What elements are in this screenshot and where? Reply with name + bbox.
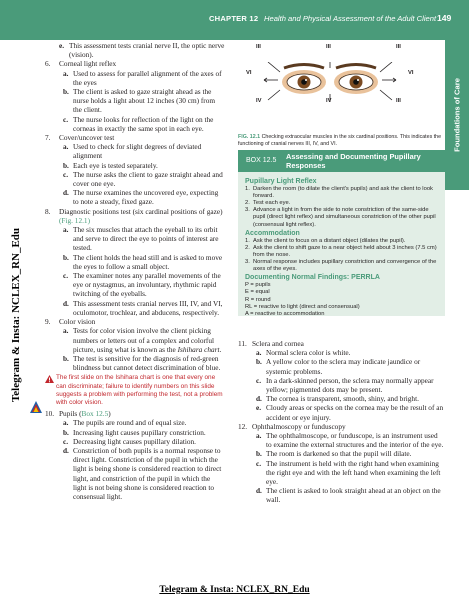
list-item bbox=[256, 357, 444, 375]
box-body bbox=[245, 177, 441, 318]
nerve-label: III bbox=[396, 98, 401, 104]
item-number: 11. bbox=[238, 339, 247, 348]
list-item bbox=[63, 446, 225, 501]
item-title: Cover/uncover test bbox=[59, 133, 115, 143]
item-letter: c. bbox=[63, 114, 69, 124]
item-text: The ophthalmoscope, or funduscope, is an instrument used to examine the external structures and the interior of the eye. bbox=[266, 431, 444, 450]
chapter-title: Health and Physical Assessment of the Adult Client bbox=[264, 14, 437, 23]
box-link[interactable]: Box 12.5 bbox=[81, 409, 109, 419]
list-item bbox=[63, 253, 225, 271]
box-item-number: 2. bbox=[245, 200, 250, 207]
item-letter: a. bbox=[256, 348, 262, 358]
item-number: 8. bbox=[45, 206, 51, 216]
list-item bbox=[63, 69, 225, 87]
item-text-italic: Ishihara chart bbox=[177, 344, 220, 354]
list-item bbox=[256, 403, 444, 421]
item-letter: a. bbox=[63, 68, 69, 78]
item-number: 9. bbox=[45, 317, 51, 327]
box-item-text: Darken the room (to dilate the client's pupils) and ask the client to look forward. bbox=[253, 186, 433, 200]
box-item-number: 3. bbox=[245, 259, 250, 266]
box-item-number: 1. bbox=[245, 237, 250, 244]
list-item bbox=[59, 41, 225, 59]
item-letter: c. bbox=[63, 271, 69, 281]
list-item bbox=[63, 437, 225, 446]
nerve-label: III bbox=[326, 44, 331, 50]
item-letter: b. bbox=[63, 252, 69, 262]
list-item bbox=[63, 142, 225, 160]
item-letter: c. bbox=[63, 169, 69, 179]
perrla-line: E = equal bbox=[245, 289, 270, 296]
item-text: The nurse examines the uncovered eye, expecting to note a steady, fixed gaze. bbox=[73, 188, 219, 207]
list-item bbox=[63, 418, 225, 427]
nerve-label: VI bbox=[408, 70, 414, 76]
eyes-illustration bbox=[260, 62, 400, 102]
item-text: The cornea is transparent, smooth, shiny, and bright. bbox=[266, 394, 419, 404]
item-text: Decreasing light causes pupillary dilation. bbox=[73, 436, 196, 446]
list-item bbox=[63, 188, 225, 206]
list-item bbox=[63, 428, 225, 437]
box-section-title: Accommodation bbox=[245, 229, 300, 237]
section-tab-label: Foundations of Care bbox=[452, 78, 462, 152]
box-list-item bbox=[245, 245, 441, 259]
list-item-7 bbox=[45, 133, 225, 207]
section-tab bbox=[445, 40, 469, 190]
item-number: 6. bbox=[45, 59, 51, 69]
box-item-text: Ask the client to shift gaze to a near object held about 3 inches (7.5 cm) from the nose. bbox=[253, 244, 437, 258]
list-item bbox=[63, 326, 225, 354]
list-item bbox=[63, 161, 225, 170]
item-letter: c. bbox=[63, 436, 69, 446]
box-title: Assessing and Documenting Pupillary Responses bbox=[286, 152, 421, 170]
pyramid-icon bbox=[30, 400, 42, 412]
nerve-label: IV bbox=[326, 98, 332, 104]
list-item bbox=[63, 225, 225, 253]
item-text: This assessment tests cranial nerves III, IV, and VI, oculomotor, trochlear, and abducens, respectively. bbox=[73, 298, 223, 317]
item-letter: d. bbox=[256, 394, 262, 404]
item-letter: d. bbox=[63, 298, 69, 308]
list-item bbox=[63, 271, 225, 299]
item-letter: d. bbox=[63, 445, 69, 455]
item-text: Used to check for slight degrees of deviated alignment bbox=[73, 142, 202, 161]
item-text: Cloudy areas or specks on the cornea may be the result of an accident or eye injury. bbox=[266, 403, 444, 422]
item-letter: a. bbox=[63, 418, 69, 428]
page-number: 149 bbox=[437, 13, 452, 23]
item-number: 12. bbox=[238, 421, 248, 431]
item-text: The nurse looks for reflection of the light on the corneas in exactly the same spot in each eye. bbox=[73, 114, 214, 133]
item-title: Corneal light reflex bbox=[59, 59, 117, 69]
item-title: Pupils ( bbox=[59, 409, 82, 419]
side-watermark bbox=[5, 150, 27, 480]
box-list-item bbox=[245, 207, 441, 228]
perrla-line: R = round bbox=[245, 296, 271, 303]
figure-number: FIG. 12.1 bbox=[238, 134, 261, 140]
item-letter: c. bbox=[256, 375, 262, 385]
item-text: The pupils are round and of equal size. bbox=[73, 418, 187, 428]
item-letter: b. bbox=[63, 160, 69, 170]
list-item-8 bbox=[45, 207, 225, 317]
item-text: Increasing light causes pupillary constriction. bbox=[73, 427, 206, 437]
figure-caption bbox=[238, 134, 443, 147]
list-item bbox=[63, 115, 225, 133]
chapter-label: CHAPTER 12 bbox=[209, 14, 259, 23]
item-letter: c. bbox=[256, 458, 262, 468]
item-text: The client holds the head still and is asked to move the eyes to follow a small object. bbox=[73, 252, 223, 271]
figure-caption-text: Checking extraocular muscles in the six cardinal positions. This indicates the functioning of cranial nerves III, IV, and VI. bbox=[238, 134, 442, 147]
bottom-watermark: Telegram & Insta: NCLEX_RN_Edu bbox=[159, 585, 310, 595]
item-letter: b. bbox=[256, 357, 262, 367]
list-item-12 bbox=[238, 422, 444, 505]
item-title: Sclera and cornea bbox=[252, 339, 304, 348]
list-item bbox=[256, 459, 444, 487]
item-text: The six muscles that attach the eyeball to its orbit and serve to direct the eye to points of interest are tested. bbox=[73, 225, 219, 253]
box-number: BOX 12.5 bbox=[246, 157, 277, 164]
item-letter: b. bbox=[256, 449, 262, 459]
item-title: Diagnostic positions test (six cardinal positions of gaze) bbox=[59, 206, 223, 216]
box-item-text: Test each eye. bbox=[253, 200, 291, 207]
box-item-number: 3. bbox=[245, 207, 250, 214]
box-item-text: Ask the client to focus on a distant object (dilates the pupil). bbox=[253, 237, 406, 244]
perrla-line: A = reactive to accommodation bbox=[245, 310, 325, 317]
list-item-6 bbox=[45, 59, 225, 133]
left-column bbox=[45, 41, 225, 501]
warning-text: The first slide on the Ishihara chart is one that every one can discriminate; failure to identify numbers on this slide suggests a problem with performing the test, not a problem with color vision. bbox=[56, 374, 223, 406]
list-item bbox=[256, 486, 444, 504]
item-letter: e. bbox=[256, 403, 262, 413]
page-header bbox=[0, 0, 469, 40]
item-letter: a. bbox=[63, 326, 69, 336]
box-section-title: Pupillary Light Reflex bbox=[245, 178, 317, 185]
item-title: Ophthalmoscopy or funduscopy bbox=[252, 421, 346, 431]
item-text: The client is asked to look straight ahead at an object on the wall. bbox=[266, 486, 441, 505]
nerve-label: III bbox=[256, 44, 261, 50]
list-item bbox=[63, 354, 225, 372]
box-header bbox=[238, 150, 445, 172]
list-item-11 bbox=[238, 339, 444, 422]
list-item-10 bbox=[45, 409, 225, 501]
nerve-label: IV bbox=[256, 98, 262, 104]
info-box bbox=[238, 150, 445, 316]
item-letter: d. bbox=[63, 188, 69, 198]
item-text: In a dark-skinned person, the sclera may normally appear yellow; pigmented dots may be present. bbox=[266, 375, 434, 395]
box-list-item bbox=[245, 200, 441, 207]
list-item bbox=[63, 87, 225, 115]
item-text: Each eye is tested separately. bbox=[73, 160, 158, 170]
box-item-text: Normal response includes pupillary constriction and convergence of the axes of the eyes. bbox=[253, 259, 437, 273]
item-letter: a. bbox=[63, 225, 69, 235]
warning-icon bbox=[45, 375, 54, 383]
item-title: Color vision bbox=[59, 317, 96, 327]
box-item-number: 1. bbox=[245, 186, 250, 193]
figure-link[interactable]: (Fig. 12.1) bbox=[59, 215, 91, 225]
list-item bbox=[256, 431, 444, 449]
item-number: 10. bbox=[45, 409, 55, 419]
item-text: The test is sensitive for the diagnosis of red-green blindness but cannot detect discrimination of blue. bbox=[73, 353, 221, 373]
item-text-end: . bbox=[219, 344, 222, 354]
item-text: Used to assess for parallel alignment of the axes of the eyes bbox=[73, 68, 222, 87]
perrla-line: RL = reactive to light (direct and consensual) bbox=[245, 303, 360, 310]
nerve-label: VI bbox=[246, 70, 252, 76]
box-section-title: Documenting Normal Findings: PERRLA bbox=[245, 274, 380, 282]
list-item bbox=[256, 376, 444, 394]
item-letter: b. bbox=[63, 427, 69, 437]
list-item bbox=[63, 299, 225, 317]
item-text: The nurse asks the client to gaze straight ahead and cover one eye. bbox=[73, 169, 223, 189]
item-text: The examiner notes any parallel movements of the eye or nystagmus, an involuntary, rhythmic rapid twitching of the eyeballs. bbox=[73, 271, 221, 299]
box-list-item bbox=[245, 238, 441, 245]
warning-note bbox=[45, 374, 225, 407]
perrla-line: P = pupils bbox=[245, 282, 271, 289]
box-list-item bbox=[245, 259, 441, 273]
item-text: A yellow color to the sclera may indicate jaundice or systemic problems. bbox=[266, 357, 421, 376]
item-text: The room is darkened so that the pupil will dilate. bbox=[266, 449, 412, 459]
item-letter: a. bbox=[63, 142, 69, 152]
item-letter: e. bbox=[59, 41, 65, 50]
item-number: 7. bbox=[45, 133, 51, 143]
box-item-number: 2. bbox=[245, 244, 250, 251]
item-letter: a. bbox=[256, 431, 262, 441]
box-list-item bbox=[245, 186, 441, 200]
list-item-9 bbox=[45, 317, 225, 372]
nerve-label: III bbox=[396, 44, 401, 50]
box-item-text: Advance a light in from the side to note constriction of the same-side pupil (direct light reflex) and simultaneous constriction of the other pupil (consensual light reflex). bbox=[253, 207, 436, 228]
side-watermark-text: Telegram & Insta: NCLEX_RN_Edu bbox=[10, 227, 22, 403]
right-column bbox=[238, 339, 444, 505]
list-item bbox=[256, 394, 444, 403]
item-letter: b. bbox=[63, 87, 69, 97]
item-text: Tests for color vision involve the client picking numbers or letters out of a complex and colorful picture, using what is known as the bbox=[73, 326, 215, 354]
item-text: This assessment tests cranial nerve II, the optic nerve (vision). bbox=[69, 41, 225, 60]
item-text: Normal sclera color is white. bbox=[266, 348, 351, 358]
item-letter: d. bbox=[256, 486, 262, 496]
list-item bbox=[256, 449, 444, 458]
item-letter: b. bbox=[63, 353, 69, 363]
item-text: The instrument is held with the right hand when examining the right eye and with the left hand when examining the left eye. bbox=[266, 458, 441, 487]
list-item bbox=[63, 170, 225, 188]
list-item bbox=[256, 348, 444, 357]
eye-figure bbox=[238, 40, 443, 147]
item-text: The client is asked to gaze straight ahead as the nurse holds a light about 12 inches (30 cm) from the client. bbox=[73, 87, 216, 115]
item-title-end: ) bbox=[108, 409, 111, 419]
item-text: Constriction of both pupils is a normal response to direct light. Constriction of the pupil in which the light is being shone is considered reaction to direct light, and constriction of the pupil in which the light is not being shone is considered reaction to consensual light. bbox=[73, 445, 222, 501]
